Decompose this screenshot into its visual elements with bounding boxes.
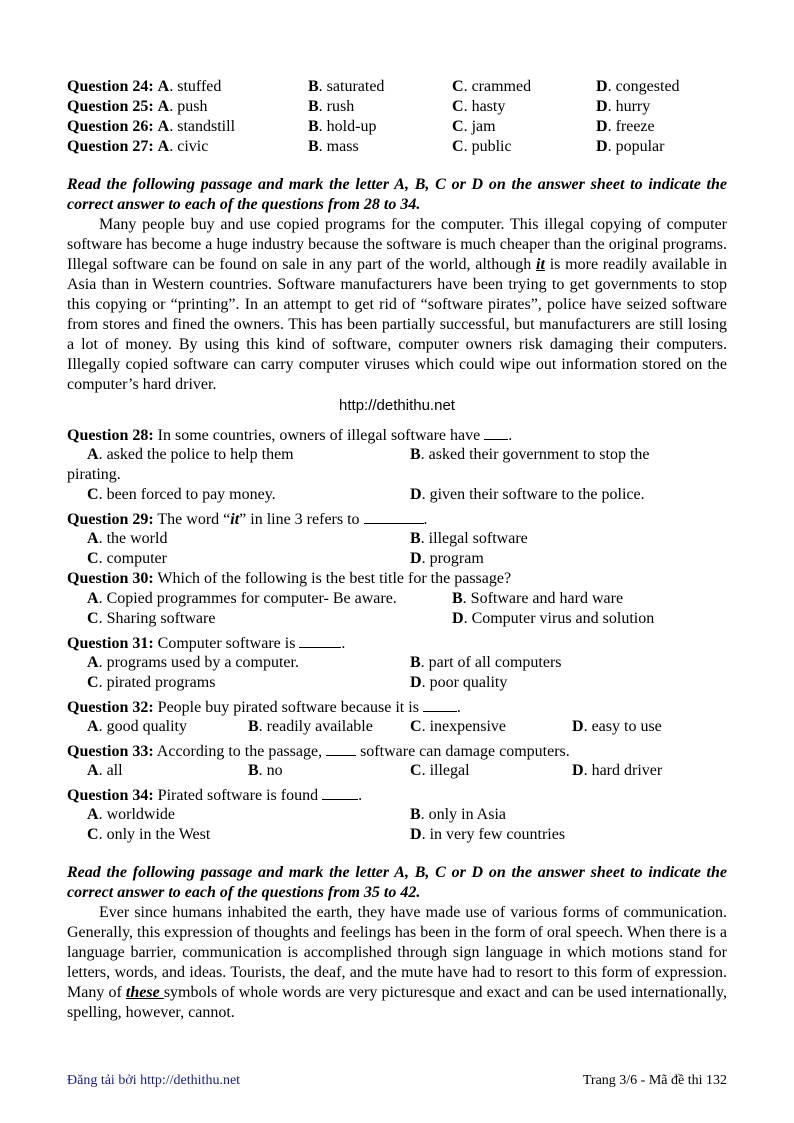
question-28: Question 28: In some countries, owners of illegal software have . A. asked the police to help them B. asked their government to stop the pirating. C. been forced to pay money. D. given their software to the police.: [67, 425, 727, 505]
referenced-word: it: [536, 256, 545, 273]
option-b: readily available: [266, 718, 373, 735]
option-letter: A: [87, 530, 99, 547]
question-stem: The word “: [157, 511, 231, 528]
option-letter: C: [452, 98, 464, 115]
option-letter: A: [87, 654, 99, 671]
option-a: the world: [106, 530, 168, 547]
section-instruction-35-42: Read the following passage and mark the letter A, B, C or D on the answer sheet to indicate the correct answer to each of the questions from 35 to 42.: [67, 864, 727, 901]
option-letter: C: [87, 550, 99, 567]
page-footer: [67, 1071, 727, 1091]
option-text: civic: [177, 138, 209, 155]
question-stem: Pirated software is found: [157, 787, 319, 804]
question-label: Question 24:: [67, 78, 154, 95]
passage-text: Ever since humans inhabited the earth, they have made use of various forms of communication. Generally, this expression of thoughts and feelings has been in the form of oral speech. When there is a language barrier, communication is accomplished through sign language in which motions stand for letters, words, and ideas. Tourists, the deaf, and the mute have had to resort to this form of expression. Many of: [67, 904, 727, 1001]
option-letter: B: [248, 762, 259, 779]
option-letter: A: [157, 98, 170, 115]
question-stem: People buy pirated software because it is: [157, 699, 419, 716]
question-stem: ” in line 3 refers to: [239, 511, 360, 528]
option-letter: B: [410, 806, 421, 823]
answer-row-27: Question 27: A. civic B. mass C. public D. popular: [67, 138, 665, 155]
option-c: only in the West: [106, 826, 211, 843]
question-stem: According to the passage,: [156, 743, 323, 760]
answer-row-24: Question 24: A. stuffed B. saturated C. crammed D. congested: [67, 78, 680, 95]
option-text: crammed: [471, 78, 532, 95]
option-d: in very few countries: [429, 826, 566, 843]
option-letter: D: [596, 78, 608, 95]
option-letter: B: [452, 590, 463, 607]
option-c: pirated programs: [106, 674, 216, 691]
option-d: program: [429, 550, 484, 567]
quoted-word: it: [230, 511, 240, 528]
option-a: worldwide: [106, 806, 175, 823]
answer-row-26: Question 26: A. standstill B. hold-up C. jam D. freeze: [67, 118, 655, 135]
option-letter: B: [308, 118, 319, 135]
watermark-url: http://dethithu.net: [339, 397, 455, 414]
footer-source: Đăng tải bởi http://dethithu.net: [67, 1073, 241, 1088]
option-text: popular: [615, 138, 665, 155]
answer-blank: [423, 697, 457, 712]
option-text: saturated: [326, 78, 385, 95]
option-d: hard driver: [591, 762, 663, 779]
question-label: Question 33:: [67, 743, 154, 760]
option-letter: C: [452, 118, 464, 135]
question-label: Question 30:: [67, 570, 154, 587]
option-text: rush: [326, 98, 355, 115]
answer-options-table: [67, 77, 727, 157]
referenced-word: these: [125, 984, 164, 1001]
option-letter: D: [572, 762, 584, 779]
option-d: Computer virus and solution: [471, 610, 655, 627]
option-letter: A: [87, 718, 99, 735]
option-text: hold-up: [326, 118, 377, 135]
question-label: Question 34:: [67, 787, 154, 804]
option-b: only in Asia: [428, 806, 507, 823]
option-text: congested: [615, 78, 680, 95]
question-stem: software can damage computers.: [360, 743, 570, 760]
answer-blank: [484, 425, 508, 440]
answer-blank: [322, 785, 358, 800]
option-c: Sharing software: [106, 610, 216, 627]
answer-blank: [364, 509, 424, 524]
question-29: Question 29: The word “it” in line 3 refers to . A. the world B. illegal software C. computer D. program: [67, 511, 528, 567]
option-text: public: [471, 138, 512, 155]
option-letter: D: [572, 718, 584, 735]
option-letter: D: [596, 118, 608, 135]
option-letter: C: [452, 78, 464, 95]
punctuation: .: [358, 787, 363, 804]
option-text: stuffed: [177, 78, 222, 95]
reading-passage-1: [67, 215, 727, 395]
question-label: Question 25:: [67, 98, 154, 115]
option-c: computer: [106, 550, 167, 567]
option-letter: A: [87, 806, 99, 823]
option-a: Copied programmes for computer- Be aware.: [106, 590, 397, 607]
option-text: freeze: [615, 118, 655, 135]
option-letter: C: [87, 486, 99, 503]
question-label: Question 26:: [67, 118, 154, 135]
passage-text: is more readily available in Asia than in Western countries. Software manufacturers have been trying to get governments to stop this copying or “printing”. In an attempt to get rid of “software pirates”, police have seized software from stores and fined the owners. This has been partially successful, but manufacturers are still losing a lot of money. By using this kind of software, computer owners risk damaging their computers. Illegally copied software can carry computer viruses which could wipe out information stored on the computer’s hard driver.: [67, 256, 728, 393]
option-b: no: [266, 762, 283, 779]
question-label: Question 28:: [67, 427, 154, 444]
option-letter: A: [87, 446, 99, 463]
option-text: jam: [471, 118, 496, 135]
option-letter: A: [87, 762, 99, 779]
punctuation: .: [456, 699, 461, 716]
question-stem: Which of the following is the best title for the passage?: [157, 570, 512, 587]
question-30: Question 30: Which of the following is the best title for the passage? A. Copied programmes for computer- Be aware. B. Software and hard ware C. Sharing software D. Computer virus and solution: [67, 570, 655, 627]
option-letter: C: [410, 762, 422, 779]
option-letter: A: [87, 590, 99, 607]
option-d: easy to use: [591, 718, 662, 735]
option-letter: B: [410, 530, 421, 547]
question-32: Question 32: People buy pirated software because it is . A. good quality B. readily available C. inexpensive D. easy to use: [67, 699, 662, 735]
option-letter: D: [410, 550, 422, 567]
option-letter: B: [308, 138, 319, 155]
section-instruction-28-34: Read the following passage and mark the letter A, B, C or D on the answer sheet to indicate the correct answer to each of the questions from 28 to 34.: [67, 176, 727, 213]
question-label: Question 31:: [67, 635, 154, 652]
option-letter: D: [410, 826, 422, 843]
option-text: hasty: [471, 98, 506, 115]
option-letter: B: [308, 98, 319, 115]
option-d: poor quality: [429, 674, 508, 691]
option-b: Software and hard ware: [470, 590, 624, 607]
option-a: programs used by a computer.: [106, 654, 299, 671]
option-b: asked their government to stop the: [428, 446, 650, 463]
option-letter: D: [596, 98, 608, 115]
option-c: been forced to pay money.: [106, 486, 276, 503]
question-label: Question 29:: [67, 511, 154, 528]
option-b-wrap: pirating.: [67, 466, 121, 483]
option-letter: C: [410, 718, 422, 735]
option-letter: A: [157, 118, 170, 135]
question-stem: In some countries, owners of illegal software have: [157, 427, 481, 444]
question-33: Question 33: According to the passage, software can damage computers. A. all B. no C. illegal D. hard driver: [67, 743, 663, 779]
option-text: mass: [326, 138, 359, 155]
option-letter: C: [87, 674, 99, 691]
option-letter: D: [410, 674, 422, 691]
passage-text: Many people buy and use copied programs for the computer. This illegal copying of computer software has become a huge industry because the software is much cheaper than the original programs. Illegal software can be found on sale in any part of the world, although: [67, 216, 727, 273]
option-a: good quality: [106, 718, 187, 735]
punctuation: .: [423, 511, 428, 528]
option-letter: B: [410, 446, 421, 463]
reading-passage-2: [67, 903, 727, 1023]
option-a: asked the police to help them: [106, 446, 294, 463]
punctuation: .: [341, 635, 346, 652]
option-b: part of all computers: [428, 654, 562, 671]
answer-blank: [299, 633, 341, 648]
option-letter: A: [157, 138, 170, 155]
option-letter: C: [452, 138, 464, 155]
question-label: Question 32:: [67, 699, 154, 716]
option-a: all: [106, 762, 123, 779]
option-c: inexpensive: [429, 718, 506, 735]
option-letter: C: [87, 610, 99, 627]
option-letter: C: [87, 826, 99, 843]
option-letter: A: [157, 78, 170, 95]
option-letter: D: [596, 138, 608, 155]
option-text: push: [177, 98, 208, 115]
footer-page-info: Trang 3/6 - Mã đề thi 132: [582, 1073, 727, 1088]
answer-blank: [326, 741, 356, 756]
question-stem: Computer software is: [157, 635, 296, 652]
option-text: standstill: [177, 118, 236, 135]
option-c: illegal: [429, 762, 470, 779]
option-b: illegal software: [428, 530, 528, 547]
answer-row-25: Question 25: A. push B. rush C. hasty D. hurry: [67, 98, 651, 115]
question-34: Question 34: Pirated software is found . A. worldwide B. only in Asia C. only in the West D. in very few countries: [67, 787, 566, 843]
option-text: hurry: [615, 98, 651, 115]
punctuation: .: [508, 427, 513, 444]
option-letter: B: [308, 78, 319, 95]
option-letter: B: [248, 718, 259, 735]
question-31: Question 31: Computer software is . A. programs used by a computer. B. part of all computers C. pirated programs D. poor quality: [67, 635, 562, 691]
exam-page: [67, 77, 727, 1023]
question-label: Question 27:: [67, 138, 154, 155]
option-letter: D: [452, 610, 464, 627]
option-letter: B: [410, 654, 421, 671]
option-d: given their software to the police.: [429, 486, 645, 503]
passage-text: symbols of whole words are very picturesque and exact and can be used internationally, spelling, however, cannot.: [67, 984, 727, 1021]
option-letter: D: [410, 486, 422, 503]
